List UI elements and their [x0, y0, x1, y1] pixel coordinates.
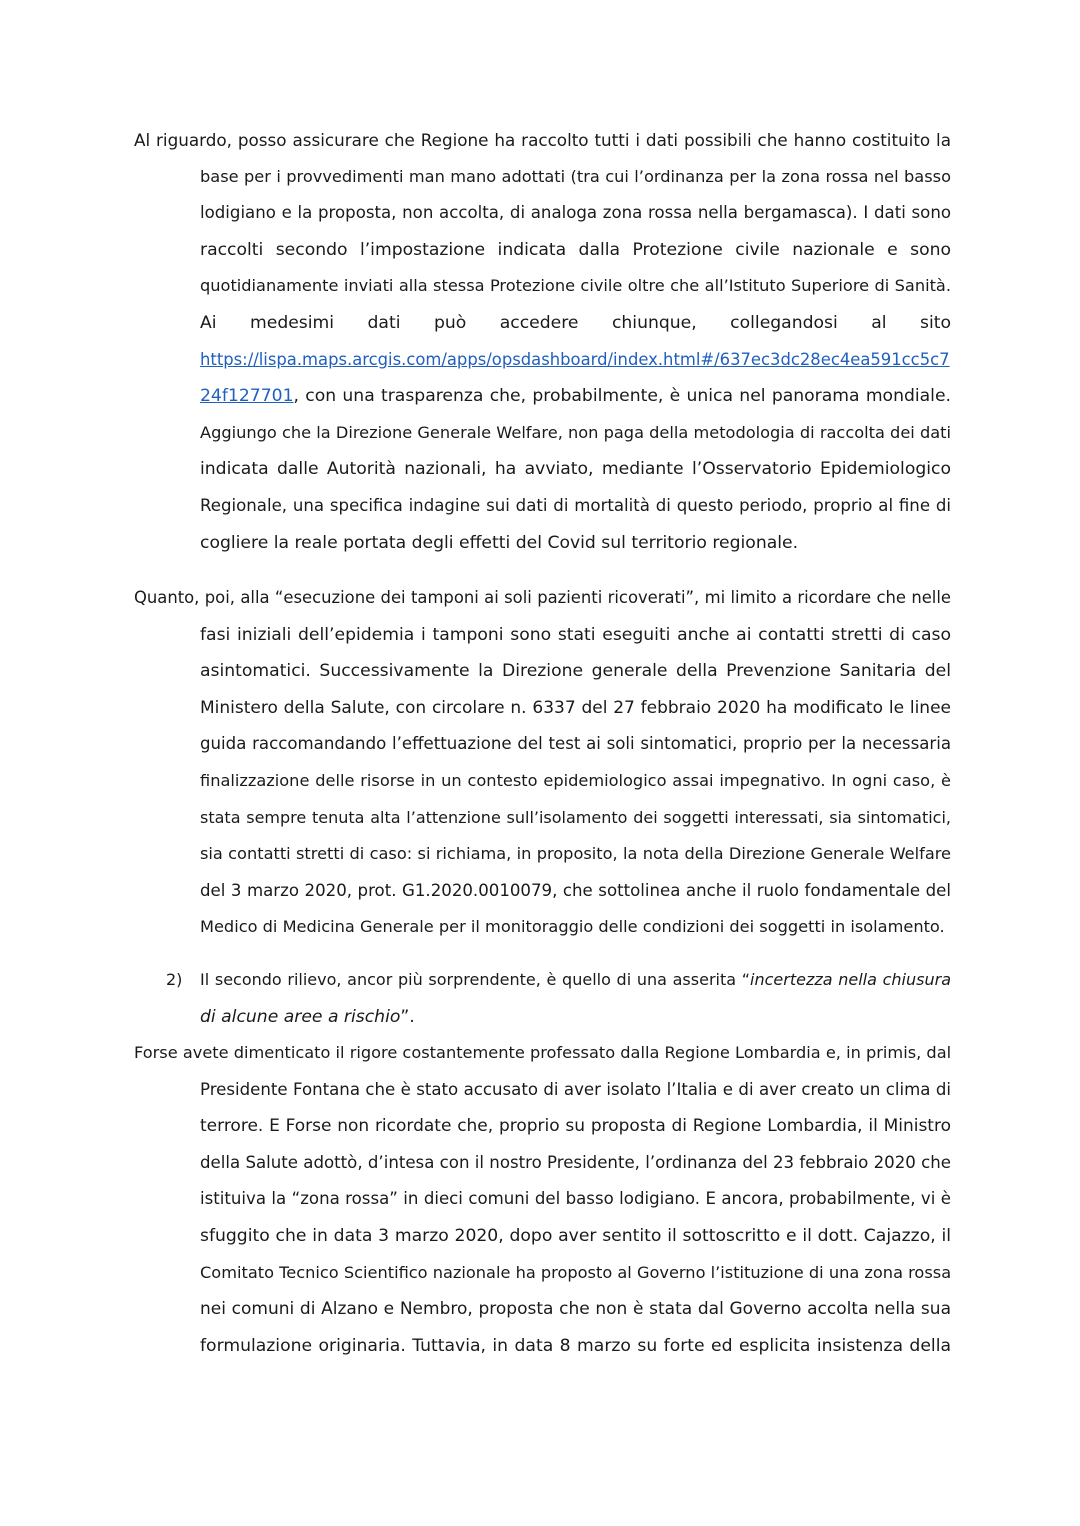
text-line: Presidente Fontana che è stato accusato di aver isolato l’Italia e di aver creato un clima di	[200, 1079, 951, 1099]
text-line: cogliere la reale portata degli effetti del Covid sul territorio regionale.	[200, 532, 799, 553]
text-line	[134, 342, 951, 379]
text-line: Aggiungo che la Direzione Generale Welfare, non paga della metodologia di raccolta dei dati	[200, 422, 951, 442]
text-line: del 3 marzo 2020, prot. G1.2020.0010079, che sottolinea anche il ruolo fondamentale del	[200, 880, 951, 900]
list-number: 2)	[166, 970, 183, 989]
text-line: nei comuni di Alzano e Nembro, proposta che non è stata dal Governo accolta nella sua	[200, 1299, 951, 1320]
text-line	[134, 999, 951, 1036]
text-line: stata sempre tenuta alta l’attenzione sull’isolamento dei soggetti interessati, sia sintomatici,	[200, 807, 951, 827]
dashboard-link[interactable]: https://lispa.maps.arcgis.com/apps/opsdashboard/index.html#/637ec3dc28ec4ea591cc5c7	[200, 349, 950, 369]
text-line: guida raccomandando l’effettuazione del test ai soli sintomatici, proprio per la necessaria	[200, 734, 951, 754]
text-line: Ministero della Salute, con circolare n. 6337 del 27 febbraio 2020 ha modificato le linee	[200, 697, 951, 718]
text-line: base per i provvedimenti man mano adottati (tra cui l’ordinanza per la zona rossa nel basso	[200, 166, 951, 186]
text-line: istituiva la “zona rossa” in dieci comuni del basso lodigiano. E ancora, probabilmente, vi è	[200, 1189, 951, 1209]
text-line: lodigiano e la proposta, non accolta, di analoga zona rossa nella bergamasca). I dati sono	[200, 203, 951, 223]
text-line: Al riguardo, posso assicurare che Regione ha raccolto tutti i dati possibili che hanno costituito la	[134, 130, 951, 150]
text-fragment: , con una trasparenza che, probabilmente, è unica nel panorama mondiale.	[293, 386, 951, 407]
text-line: Comitato Tecnico Scientifico nazionale ha proposto al Governo l’istituzione di una zona rossa	[200, 1262, 952, 1282]
text-line: formulazione originaria. Tuttavia, in data 8 marzo su forte ed esplicita insistenza della	[200, 1335, 951, 1356]
text-line: Medico di Medicina Generale per il monitoraggio delle condizioni dei soggetti in isolamento.	[200, 917, 945, 937]
numbered-item-2	[134, 962, 951, 1035]
text-line: finalizzazione delle risorse in un contesto epidemiologico assai impegnativo. In ogni caso, è	[200, 770, 951, 790]
dashboard-link-continued[interactable]: 24f127701	[200, 386, 294, 407]
italic-quote: incertezza nella chiusura	[750, 970, 951, 989]
text-line: terrore. E Forse non ricordate che, proprio su proposta di Regione Lombardia, il Ministro	[200, 1116, 951, 1137]
text-line: quotidianamente inviati alla stessa Protezione civile oltre che all’Istituto Superiore di Sanità.	[200, 276, 951, 296]
text-line: Quanto, poi, alla “esecuzione dei tamponi ai soli pazienti ricoverati”, mi limito a ricordare che nelle	[134, 588, 951, 607]
text-line	[134, 378, 951, 415]
paragraph-swab-testing	[134, 580, 951, 946]
text-line: sia contatti stretti di caso: si richiama, in proposito, la nota della Direzione Generale Welfare	[200, 844, 951, 864]
text-line: Regionale, una specifica indagine sui dati di mortalità di questo periodo, proprio al fine di	[200, 495, 951, 515]
italic-quote: di alcune aree a rischio	[200, 1006, 401, 1027]
text-line: indicata dalle Autorità nazionali, ha avviato, mediante l’Osservatorio Epidemiologico	[200, 459, 951, 480]
text-line: asintomatici. Successivamente la Direzione generale della Prevenzione Sanitaria del	[200, 661, 951, 682]
paragraph-red-zone	[134, 1035, 951, 1364]
text-line: della Salute adottò, d’intesa con il nostro Presidente, l’ordinanza del 23 febbraio 2020 che	[200, 1152, 951, 1172]
text-fragment: Il secondo rilievo, ancor più sorprendente, è quello di una asserita “	[200, 970, 751, 989]
text-line: sfuggito che in data 3 marzo 2020, dopo aver sentito il sottoscritto e il dott. Cajazzo, il	[200, 1225, 951, 1246]
paragraph-data-collection	[134, 122, 951, 561]
text-line	[134, 962, 951, 999]
text-line: fasi iniziali dell’epidemia i tamponi sono stati eseguiti anche ai contatti stretti di caso	[200, 624, 951, 645]
text-line: raccolti secondo l’impostazione indicata dalla Protezione civile nazionale e sono	[200, 239, 951, 260]
text-fragment: ”.	[400, 1006, 415, 1027]
text-line: Forse avete dimenticato il rigore costantemente professato dalla Regione Lombardia e, in primis, dal	[134, 1043, 952, 1062]
text-line: Ai medesimi dati può accedere chiunque, collegandosi al sito	[200, 312, 951, 333]
